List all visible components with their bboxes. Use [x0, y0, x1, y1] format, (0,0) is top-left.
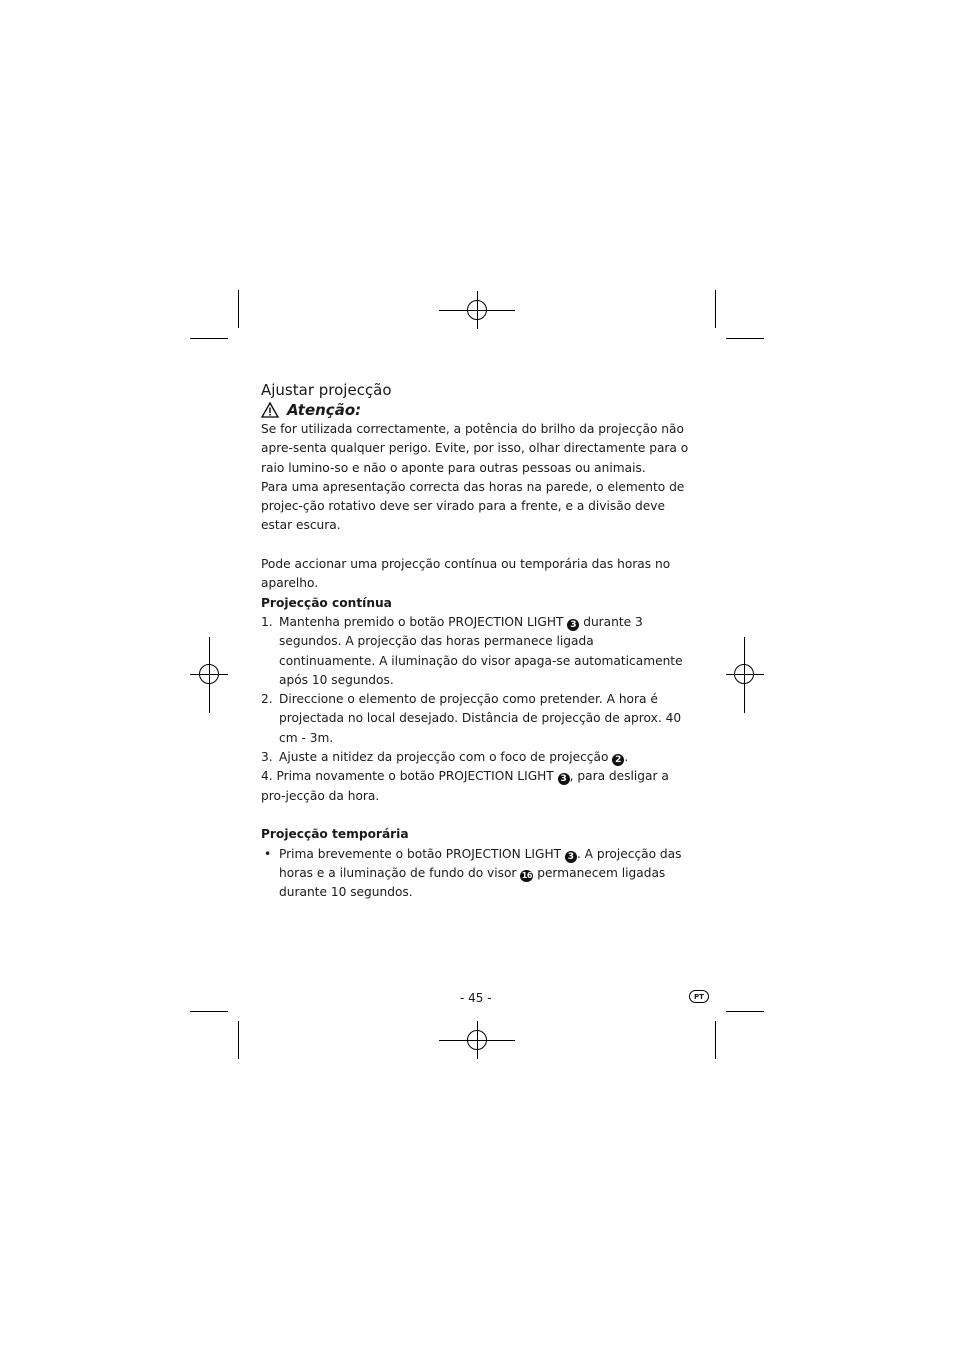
step-number: 2. [261, 692, 273, 707]
crop-mark [238, 290, 239, 328]
crop-mark [726, 338, 764, 339]
reference-number-icon: 3 [558, 773, 570, 785]
bullet-text: Prima brevemente o botão PROJECTION LIGHT 3 . A projecção das horas e a iluminação de fundo do visor 16 permanecem ligadas durante 10 segundos. [279, 846, 682, 900]
warning-paragraph: Para uma apresentação correcta das horas na parede, o elemento de projec-ção rotativo deve ser virado para a frente, e a divisão deve estar escura. [261, 479, 685, 533]
bullet-icon: • [264, 846, 272, 861]
page-number: - 45 - [460, 991, 492, 1005]
step-number: 3. [261, 750, 273, 765]
warning-title: Atenção: [287, 401, 362, 419]
reference-number-icon: 2 [612, 754, 624, 766]
list-item [261, 613, 693, 690]
step-text: Prima novamente o botão PROJECTION LIGHT 3 , para desligar a pro-jecção da hora. [261, 769, 669, 803]
crop-mark [238, 1021, 239, 1059]
crop-mark [190, 1011, 228, 1012]
crop-mark [715, 290, 716, 328]
step-text: Mantenha premido o botão PROJECTION LIGHT 3 durante 3 segundos. A projecção das horas permanece ligada continuamente. A iluminação do visor apaga-se automaticamente após 10 segundos. [279, 614, 683, 687]
reference-number-icon: 3 [565, 851, 577, 863]
list-item [261, 767, 693, 806]
language-badge: PT [689, 990, 709, 1003]
subheading-temporary: Projecção temporária [261, 827, 409, 842]
registration-circle [734, 664, 754, 684]
reference-number-icon: 3 [567, 619, 579, 631]
warning-triangle-icon [261, 402, 279, 418]
section-heading: Ajustar projecção [261, 381, 392, 399]
registration-circle [199, 664, 219, 684]
registration-circle [467, 300, 487, 320]
reference-number-icon: 16 [521, 870, 532, 880]
step-number: 4. [261, 769, 273, 784]
list-item [261, 690, 693, 748]
warning-paragraph: Se for utilizada correctamente, a potência do brilho da projecção não apre-senta qualquer perigo. Evite, por isso, olhar directamente para o raio lumino-so e não o aponte para outras pessoas ou animais. [261, 422, 689, 475]
registration-circle [467, 1030, 487, 1050]
intro-paragraph: Pode accionar uma projecção contínua ou temporária das horas no aparelho. [261, 557, 671, 591]
crop-mark [190, 338, 228, 339]
list-item [261, 748, 693, 767]
step-text: Ajuste a nitidez da projecção com o foco de projecção 2 . [279, 750, 629, 766]
list-item [261, 845, 693, 903]
page-content [261, 380, 693, 902]
subheading-continuous: Projecção contínua [261, 595, 392, 610]
step-text: Direccione o elemento de projecção como pretender. A hora é projectada no local desejado. Distância de projecção de aprox. 40 cm - 3m. [279, 692, 682, 745]
warning-heading [261, 400, 693, 420]
crop-mark [715, 1021, 716, 1059]
step-number: 1. [261, 614, 273, 629]
crop-mark [726, 1011, 764, 1012]
